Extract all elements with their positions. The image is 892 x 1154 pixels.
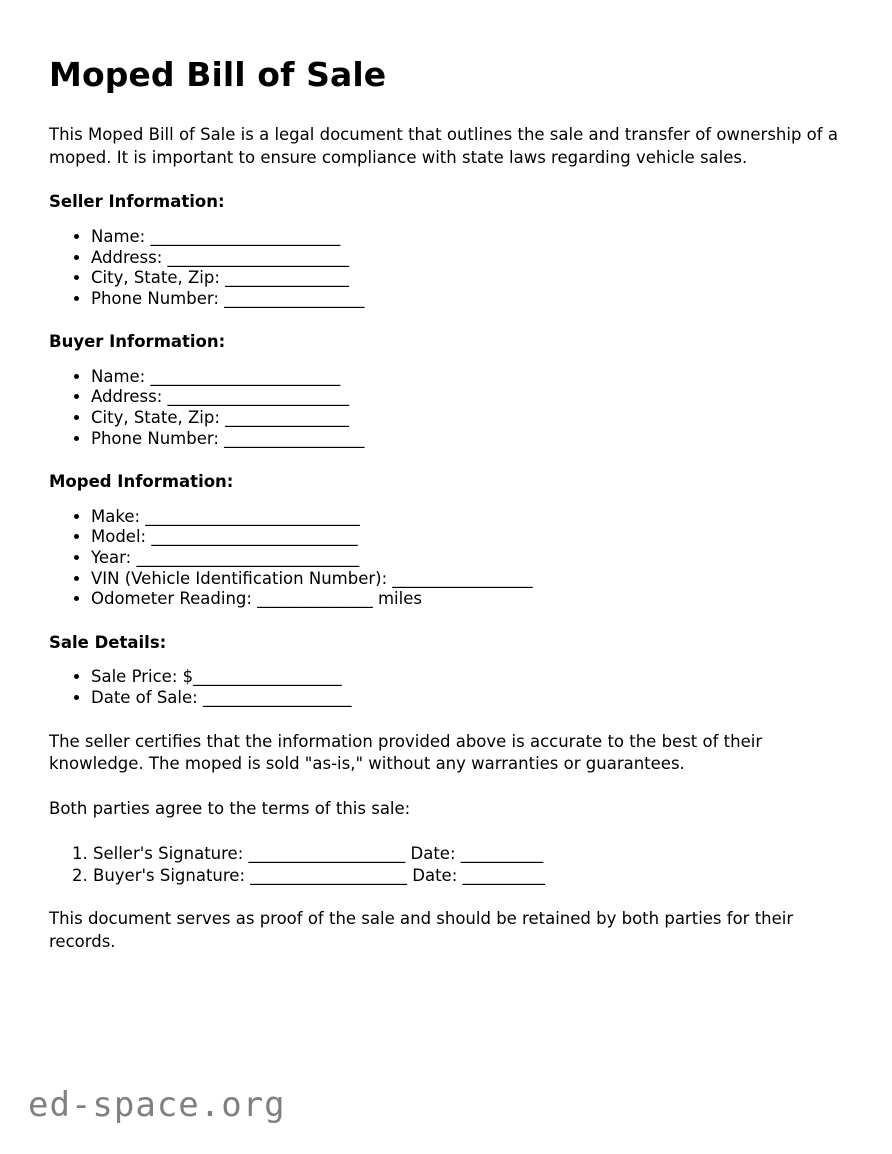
list-item: • Sale Price: $__________________ xyxy=(91,667,843,688)
signature-list xyxy=(49,843,843,887)
list-item: • Model: _________________________ xyxy=(91,527,843,548)
list-item: • Address: ______________________ xyxy=(91,387,843,408)
site-watermark: ed-space.org xyxy=(28,1085,286,1125)
page-title: Moped Bill of Sale xyxy=(49,55,387,94)
sale-details-fields xyxy=(49,667,843,708)
list-item: • City, State, Zip: _______________ xyxy=(91,408,843,429)
closing-paragraph: This document serves as proof of the sale and should be retained by both parties for their records. xyxy=(49,909,794,952)
seller-information-fields xyxy=(49,227,843,310)
list-item: • Phone Number: _________________ xyxy=(91,429,843,450)
list-item: • Date of Sale: __________________ xyxy=(91,688,843,709)
sale-details-heading: Sale Details: xyxy=(49,632,167,652)
list-item: • Make: __________________________ xyxy=(91,507,843,528)
certification-paragraph: The seller certifies that the information provided above is accurate to the best of their knowledge. The moped is sold "as-is," without any warranties or guarantees. xyxy=(49,731,763,774)
list-item: • Phone Number: _________________ xyxy=(91,289,843,310)
list-item: 1. Seller's Signature: ___________________ Date: __________ xyxy=(93,843,843,865)
list-item: 2. Buyer's Signature: ___________________ Date: __________ xyxy=(93,865,843,887)
moped-information-heading: Moped Information: xyxy=(49,472,234,492)
moped-information-fields xyxy=(49,507,843,610)
intro-paragraph: This Moped Bill of Sale is a legal document that outlines the sale and transfer of ownership of a moped. It is important to ensure compliance with state laws regarding vehicle sales. xyxy=(49,124,838,167)
list-item: • VIN (Vehicle Identification Number): _________________ xyxy=(91,569,843,590)
list-item: • Name: _______________________ xyxy=(91,367,843,388)
list-item: • City, State, Zip: _______________ xyxy=(91,268,843,289)
seller-information-heading: Seller Information: xyxy=(49,192,225,212)
list-item: • Odometer Reading: ______________ miles xyxy=(91,589,843,610)
buyer-information-fields xyxy=(49,367,843,450)
buyer-information-heading: Buyer Information: xyxy=(49,332,226,352)
agreement-intro-paragraph: Both parties agree to the terms of this sale: xyxy=(49,799,411,819)
list-item: • Name: _______________________ xyxy=(91,227,843,248)
list-item: • Year: ___________________________ xyxy=(91,548,843,569)
list-item: • Address: ______________________ xyxy=(91,248,843,269)
